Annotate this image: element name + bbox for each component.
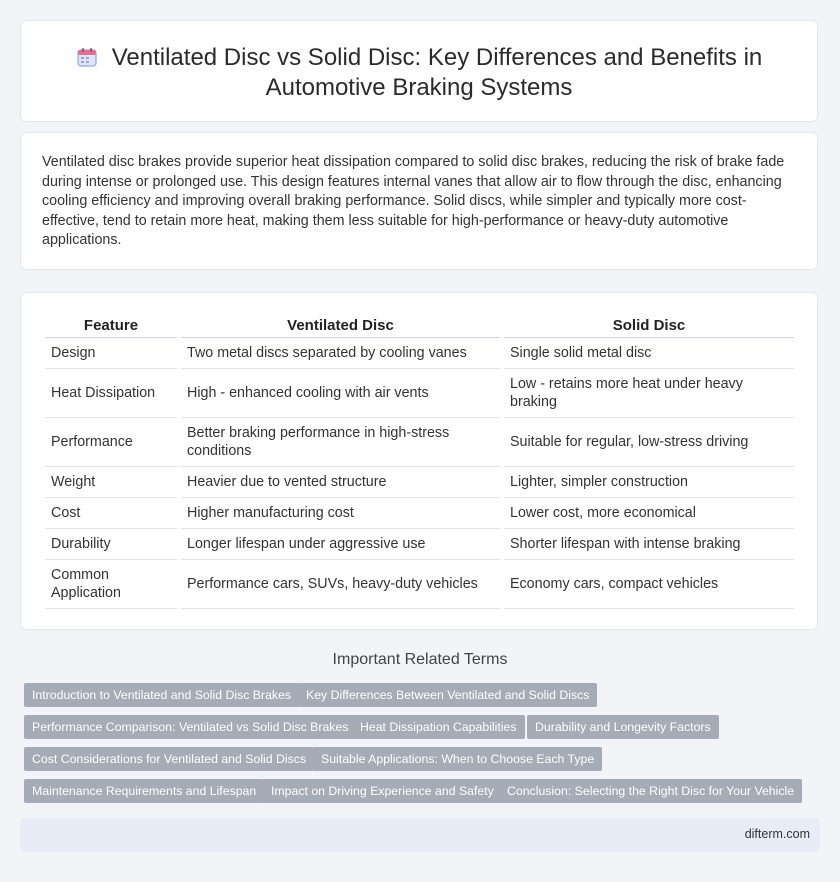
related-tag[interactable]: Heat Dissipation Capabilities [352, 715, 525, 739]
related-tag[interactable]: Suitable Applications: When to Choose Each Type [313, 747, 602, 771]
related-tag[interactable]: Introduction to Ventilated and Solid Disc Brakes [24, 683, 299, 707]
solid-cell: Suitable for regular, low-stress driving [504, 418, 794, 467]
intro-paragraph: Ventilated disc brakes provide superior heat dissipation compared to solid disc brakes, reducing the risk of brake fade during intense or prolonged use. This design features internal vanes that allow air to flow through the disc, enhancing cooling efficiency and improving overall braking performance. Solid discs, while simpler and typically more cost-effective, tend to retain more heat, making them less suitable for high-performance or heavy-duty automotive applications. [42, 154, 785, 248]
related-tag[interactable]: Impact on Driving Experience and Safety [263, 779, 502, 803]
ventilated-cell: Performance cars, SUVs, heavy-duty vehicles [181, 560, 500, 609]
solid-cell: Economy cars, compact vehicles [504, 560, 794, 609]
solid-cell: Shorter lifespan with intense braking [504, 529, 794, 560]
table-row [45, 560, 794, 609]
ventilated-cell: Heavier due to vented structure [181, 467, 500, 498]
table-row [45, 369, 794, 418]
related-tag[interactable]: Cost Considerations for Ventilated and Solid Discs [24, 747, 314, 771]
related-tag[interactable]: Key Differences Between Ventilated and Solid Discs [298, 683, 597, 707]
comparison-table-card [20, 292, 818, 630]
related-tag[interactable]: Durability and Longevity Factors [527, 715, 719, 739]
comparison-table [41, 315, 798, 609]
page-title-text: Ventilated Disc vs Solid Disc: Key Differences and Benefits in Automotive Braking Systems [111, 44, 763, 101]
ventilated-cell: Higher manufacturing cost [181, 498, 500, 529]
table-row [45, 467, 794, 498]
related-tag[interactable]: Performance Comparison: Ventilated vs Solid Disc Brakes [24, 715, 356, 739]
header-ventilated-disc: Ventilated Disc [181, 315, 500, 338]
feature-cell: Heat Dissipation [45, 369, 177, 418]
header-feature: Feature [45, 315, 177, 338]
feature-cell: Performance [45, 418, 177, 467]
solid-cell: Lighter, simpler construction [504, 467, 794, 498]
header-card [20, 20, 818, 122]
feature-cell: Cost [45, 498, 177, 529]
ventilated-cell: Two metal discs separated by cooling vanes [181, 338, 500, 369]
table-row [45, 529, 794, 560]
feature-cell: Weight [45, 467, 177, 498]
solid-cell: Lower cost, more economical [504, 498, 794, 529]
feature-cell: Durability [45, 529, 177, 560]
header-solid-disc: Solid Disc [504, 315, 794, 338]
related-terms-title: Important Related Terms [332, 651, 508, 668]
footer-site-link[interactable]: difterm.com [744, 827, 810, 841]
calendar-icon [76, 46, 98, 68]
table-row [45, 338, 794, 369]
intro-card [20, 132, 818, 270]
feature-cell: Design [45, 338, 177, 369]
ventilated-cell: Longer lifespan under aggressive use [181, 529, 500, 560]
ventilated-cell: High - enhanced cooling with air vents [181, 369, 500, 418]
page-title [21, 43, 817, 103]
table-row [45, 418, 794, 467]
table-header-row [45, 315, 794, 338]
footer-bar [20, 818, 820, 852]
related-tag[interactable]: Maintenance Requirements and Lifespan [24, 779, 264, 803]
feature-cell: Common Application [45, 560, 177, 609]
related-tag[interactable]: Conclusion: Selecting the Right Disc for Your Vehicle [499, 779, 802, 803]
ventilated-cell: Better braking performance in high-stress conditions [181, 418, 500, 467]
table-row [45, 498, 794, 529]
solid-cell: Low - retains more heat under heavy braking [504, 369, 794, 418]
solid-cell: Single solid metal disc [504, 338, 794, 369]
